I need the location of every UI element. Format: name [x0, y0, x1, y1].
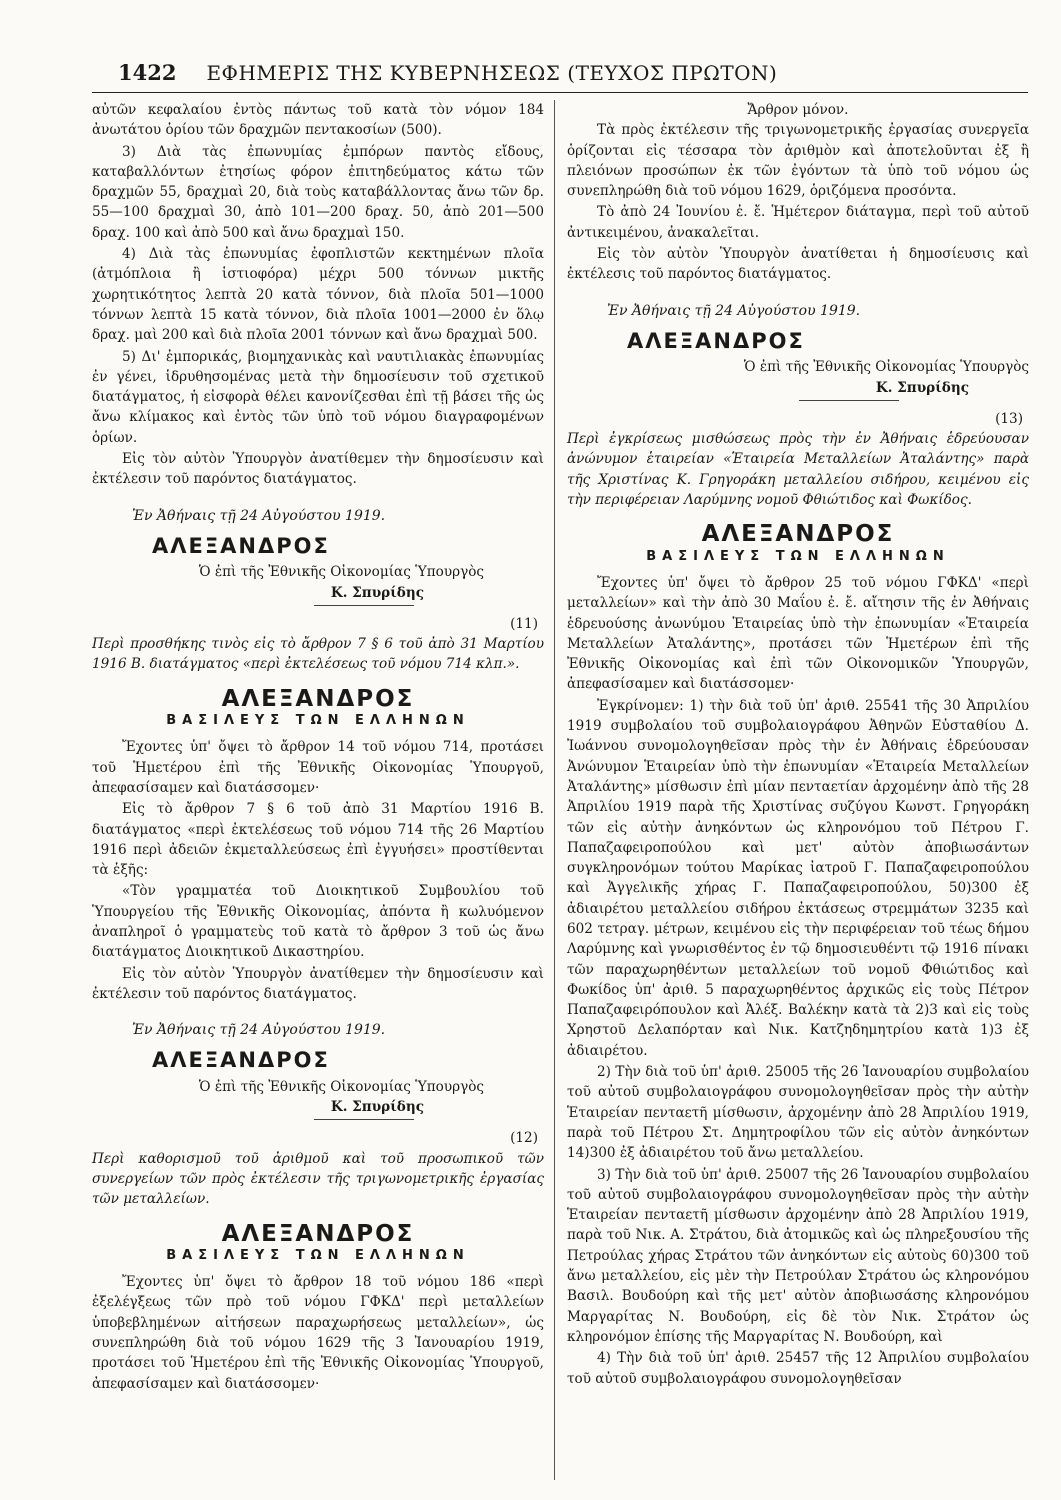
minister-title: Ὁ ἐπὶ τῆς Ἐθνικῆς Οἰκονομίας Ὑπουργὸς — [198, 1078, 484, 1095]
paragraph: Ἔχοντες ὑπ' ὄψει τὸ ἄρθρον 14 τοῦ νόμου 714, προτάσει τοῦ Ἡμετέρου ἐπὶ τῆς Ἐθνικῆς Οἰκονομίας Ὑπουργοῦ, ἀπεφασίσαμεν καὶ διατάσσομεν· — [92, 739, 544, 796]
column-divider — [554, 100, 555, 1480]
decree-number: (11) — [510, 615, 538, 632]
right-column — [567, 100, 1029, 1390]
paragraph: 3) Διὰ τὰς ἐπωνυμίας ἐμπόρων παντὸς εἴδους, καταβαλλόντων ἐτησίως φόρον ἐπιτηδεύματος κάτω τῶν δραχμῶν 55, δραχμαὶ 20, διὰ τοὺς καταβάλλοντας ἄνω τῶν δρ. 55—100 δραχμαὶ 30, ἀπὸ 101—200 δραχ. 50, ἀπὸ 201—500 δραχ. 100 καὶ ἀπὸ 500 καὶ ἄνω δραχμαὶ 150. — [92, 143, 544, 241]
signature-king: ΑΛΕΞΑΝΔΡΟΣ — [627, 328, 805, 353]
paragraph: Τὸ ἀπὸ 24 Ἰουνίου ἐ. ἔ. Ἡμέτερον διάταγμα, περὶ τοῦ αὐτοῦ ἀντικειμένου, ἀνακαλεῖται. — [567, 204, 1029, 241]
decree-date: Ἐν Ἀθήναις τῇ 24 Αὐγούστου 1919. — [607, 302, 861, 319]
flourish-divider — [314, 605, 414, 606]
king-name: ΑΛΕΞΑΝΔΡΟΣ — [221, 685, 415, 712]
left-column — [92, 100, 544, 1395]
gazette-title: ΕΦΗΜΕΡΙΣ ΤΗΣ ΚΥΒΕΡΝΗΣΕΩΣ (ΤΕΥΧΟΣ ΠΡΩΤΟΝ) — [206, 61, 778, 85]
paragraph: 4) Τὴν διὰ τοῦ ὑπ' ἀριθ. 25457 τῆς 12 Ἀπριλίου συμβολαίου τοῦ αὐτοῦ συμβολαιογράφου συνομολογηθεῖσαν — [567, 1350, 1029, 1387]
paragraph: Ἔχοντες ὑπ' ὄψει τὸ ἄρθρον 18 τοῦ νόμου 186 «περὶ ἐξελέγξεως τῶν πρὸ τοῦ νόμου ΓΦΚΔ' περὶ μεταλλείων ὑποβεβλημένων αἰτήσεων παραχωρήσεως μεταλλείων», ὡς συνεπληρώθη διὰ τοῦ νόμου 1629 τῆς 3 Ἰανουαρίου 1919, προτάσει τοῦ Ἡμετέρου ἐπὶ τῆς Ἐθνικῆς Οἰκονομίας Ὑπουργοῦ, ἀπεφασίσαμεν καὶ διατάσσομεν· — [92, 1274, 544, 1392]
paragraph: Εἰς τὸν αὐτὸν Ὑπουργὸν ἀνατίθεται ἡ δημοσίευσις καὶ ἐκτέλεσις τοῦ παρόντος διατάγματος. — [567, 246, 1029, 283]
flourish-divider — [799, 400, 899, 401]
minister-name: Κ. Σπυρίδης — [330, 1099, 424, 1116]
minister-title: Ὁ ἐπὶ τῆς Ἐθνικῆς Οἰκονομίας Ὑπουργὸς — [198, 564, 484, 581]
decree-subject: Περὶ προσθήκης τινὸς εἰς τὸ ἄρθρον 7 § 6 τοῦ ἀπὸ 31 Μαρτίου 1916 Β. διατάγματος «περὶ ἐκτελέσεως τοῦ νόμου 714 κλπ.». — [92, 636, 544, 673]
paragraph: Εἰς τὸν αὐτὸν Ὑπουργὸν ἀνατίθεμεν τὴν δημοσίευσιν καὶ ἐκτέλεσιν τοῦ παρόντος διατάγματος. — [92, 451, 544, 488]
paragraph: 2) Τὴν διὰ τοῦ ὑπ' ἀριθ. 25005 τῆς 26 Ἰανουαρίου συμβολαίου τοῦ αὐτοῦ συμβολαιογράφου συνομολογηθεῖσαν πρὸς τὴν αὐτὴν Ἑταιρείαν πενταετῆ μίσθωσιν, ἀρχομένην ἀπὸ 28 Ἀπριλίου 1919, παρὰ τοῦ Πέτρου Στ. Δημητροφίλου τῶν εἰς αὐτὸν ἀνηκόντων 14)300 ἐξ ἀδιαιρέτου τοῦ ἄνω μεταλλείου. — [567, 1064, 1029, 1162]
paragraph: αὐτῶν κεφαλαίου ἐντὸς πάντως τοῦ κατὰ τὸν νόμον 184 ἀνωτάτου ὁρίου τῶν δραχμῶν πεντακοσίων (500). — [92, 102, 544, 139]
page-header — [118, 60, 1018, 88]
minister-name: Κ. Σπυρίδης — [875, 379, 969, 396]
decree-subject: Περὶ καθορισμοῦ τοῦ ἀριθμοῦ καὶ τοῦ προσωπικοῦ τῶν συνεργείων τῶν πρὸς ἐκτέλεσιν τῆς τριγωνομετρικῆς ἐργασίας τῶν μεταλλείων. — [92, 1150, 544, 1208]
king-name: ΑΛΕΞΑΝΔΡΟΣ — [221, 1220, 415, 1247]
page-number: 1422 — [118, 60, 177, 85]
king-title: ΒΑΣΙΛΕΥΣ ΤΩΝ ΕΛΛΗΝΩΝ — [646, 548, 950, 564]
paragraph: «Τὸν γραμματέα τοῦ Διοικητικοῦ Συμβουλίου τοῦ Ὑπουργείου τῆς Ἐθνικῆς Οἰκονομίας, ἀπόντα ἢ κωλυόμενον ἀναπληροῖ ὁ γραμματεὺς τοῦ κατὰ τὸ ἄρθρον 3 τοῦ ὡς ἄνω διατάγματος Διοικητικοῦ Δικαστηρίου. — [92, 883, 544, 961]
paragraph: Ἔχοντες ὑπ' ὄψει τὸ ἄρθρον 25 τοῦ νόμου ΓΦΚΔ' «περὶ μεταλλείων» καὶ τὴν ἀπὸ 30 Μαΐου ἐ. ἔ. αἴτησιν τῆς ἐν Ἀθήναις ἑδρευούσης ἀνωνύμου Ἑταιρείας ὑπὸ τὴν ἐπωνυμίαν «Ἑταιρεία Μεταλλείων Ἀταλάντης», προτάσει τῶν Ἡμετέρων ἐπὶ τῆς Ἐθνικῆς Οἰκονομίας καὶ ἐπὶ τῶν Οἰκονομικῶν Ὑπουργῶν, ἀπεφασίσαμεν καὶ διατάσσομεν· — [567, 574, 1029, 693]
paragraph: 3) Τὴν διὰ τοῦ ὑπ' ἀριθ. 25007 τῆς 26 Ἰανουαρίου συμβολαίου τοῦ αὐτοῦ συμβολαιογράφου συνομολογηθεῖσαν πρὸς τὴν αὐτὴν Ἑταιρείαν πενταετῆ μίσθωσιν ἀρχομένην ἀπὸ 28 Ἀπριλίου 1919, παρὰ τοῦ Νικ. Α. Στράτου, διὰ ἀτομικῶς καὶ ὡς πληρεξουσίου τῆς Πετρούλας χήρας Στράτου τῶν ἀνηκόντων εἰς αὐτοὺς 60)300 τοῦ ἄνω μεταλλείου, εἰς μὲν τὴν Πετρούλαν Στράτου ὡς κληρονόμου Βασιλ. Βουδούρη καὶ τῆς μετ' αὐτὸν ἀποβιωσάσης κληρονόμου Μαργαρίτας Ν. Βουδούρη, εἰς δὲ τὸν Νικ. Στράτον ὡς κληρονόμον ἐπίσης τῆς Μαργαρίτας Ν. Βουδούρη, καὶ — [567, 1166, 1029, 1345]
minister-name: Κ. Σπυρίδης — [330, 584, 424, 601]
decree-number: (12) — [510, 1130, 538, 1147]
king-title: ΒΑΣΙΛΕΥΣ ΤΩΝ ΕΛΛΗΝΩΝ — [166, 1247, 470, 1263]
paragraph: Τὰ πρὸς ἐκτέλεσιν τῆς τριγωνομετρικῆς ἐργασίας συνεργεῖα ὁρίζονται εἰς τέσσαρα τὸν ἀριθμὸν καὶ ἀποτελοῦνται ἐξ ἢ πλειόνων προσώπων ἐκ τῶν ἐγόντων τὰ ὑπὸ τοῦ νόμου ὡς συνεπληρώθη διὰ τοῦ νόμου 1629, ὁριζόμενα προσόντα. — [567, 122, 1029, 200]
king-name: ΑΛΕΞΑΝΔΡΟΣ — [701, 521, 895, 548]
paragraph: Εἰς τὸν αὐτὸν Ὑπουργὸν ἀνατίθεμεν τὴν δημοσίευσιν καὶ ἐκτέλεσιν τοῦ παρόντος διατάγματος. — [92, 965, 544, 1002]
flourish-divider — [314, 1119, 414, 1120]
minister-title: Ὁ ἐπὶ τῆς Ἐθνικῆς Οἰκονομίας Ὑπουργὸς — [743, 359, 1029, 376]
signature-king: ΑΛΕΞΑΝΔΡΟΣ — [152, 533, 330, 558]
decree-date: Ἐν Ἀθήναις τῇ 24 Αὐγούστου 1919. — [132, 507, 386, 524]
article-heading: Ἄρθρον μόνον. — [747, 102, 849, 118]
decree-date: Ἐν Ἀθήναις τῇ 24 Αὐγούστου 1919. — [132, 1022, 386, 1039]
paragraph: 5) Δι' ἐμπορικάς, βιομηχανικὰς καὶ ναυτιλιακὰς ἐπωνυμίας ἐν γένει, ἱδρυθησομένας μετὰ τὴν δημοσίευσιν τοῦ σχετικοῦ διατάγματος, ἡ εἰσφορὰ θέλει κανονίζεσθαι ἐπὶ τῇ βάσει τῆς ὡς ἄνω κλίμακος καὶ ἐντὸς τῶν ὑπὸ τοῦ νόμου διαγραφομένων ὁρίων. — [92, 348, 544, 446]
signature-king: ΑΛΕΞΑΝΔΡΟΣ — [152, 1048, 330, 1073]
king-title: ΒΑΣΙΛΕΥΣ ΤΩΝ ΕΛΛΗΝΩΝ — [166, 713, 470, 729]
paragraph: 4) Διὰ τὰς ἐπωνυμίας ἐφοπλιστῶν κεκτημένων πλοῖα (ἀτμόπλοια ἢ ἱστιοφόρα) μέχρι 500 τόννων μικτῆς χωρητικότητος λεπτὰ 20 κατὰ τόννον, διὰ πλοῖα 501—1000 τόννων λεπτὰ 15 κατὰ τόννον, διὰ πλοῖα 1001—2000 ἐν ὅλῳ δραχ. μαὶ 200 καὶ διὰ πλοῖα 2001 τόννων καὶ ἄνω δραχμαὶ 500. — [92, 246, 544, 344]
decree-number: (13) — [995, 410, 1023, 427]
header-rule — [92, 92, 1028, 93]
decree-subject: Περὶ ἐγκρίσεως μισθώσεως πρὸς τὴν ἐν Ἀθήναις ἑδρεύουσαν ἀνώνυμον ἑταιρείαν «Ἑταιρεία Μεταλλείων Ἀταλάντης» παρὰ τῆς Χριστίνας Κ. Γρηγοράκη μεταλλείου σιδήρου, κειμένου εἰς τὴν περιφέρειαν Λαρύμνης νομοῦ Φθιώτιδος καὶ Φωκίδος. — [567, 431, 1029, 509]
paragraph: Εἰς τὸ ἄρθρον 7 § 6 τοῦ ἀπὸ 31 Μαρτίου 1916 Β. διατάγματος «περὶ ἐκτελέσεως τοῦ νόμου 714 τῆς 26 Μαρτίου 1916 περὶ ἀδειῶν ἐκμεταλλεύσεως ἐπὶ ἐγγυήσει» προστίθενται τὰ ἑξῆς: — [92, 801, 544, 879]
paragraph: Ἐγκρίνομεν: 1) τὴν διὰ τοῦ ὑπ' ἀριθ. 25541 τῆς 30 Ἀπριλίου 1919 συμβολαίου τοῦ συμβολαιογράφου Ἀθηνῶν Εὐσταθίου Δ. Ἰωάννου συνομολογηθεῖσαν πρὸς τὴν ἐν Ἀθήναις ἑδρεύουσαν Ἀνώνυμον Ἑταιρείαν ὑπὸ τὴν ἐπωνυμίαν «Ἑταιρεία Μεταλλείων Ἀταλάντης» μίσθωσιν ἐπὶ μίαν πενταετίαν ἀρχομένην ἀπὸ τῆς 28 Ἀπριλίου 1919 παρὰ τῆς Χριστίνας συζύγου Κωνστ. Γρηγοράκη τῶν εἰς αὐτὴν ἀνηκόντων ὡς κληρονόμου τοῦ Πέτρου Γ. Παπαζαφειροπούλου καὶ μετ' αὐτὸν ἀποβιωσάντων συγκληρονόμων τούτου Μαρίκας ἰατροῦ Γ. Παπαζαφειροπούλου καὶ Ἀγγελικῆς χήρας Γ. Παπαζαφειροπούλου, 50)300 ἐξ ἀδιαιρέτου μεταλλείου σιδήρου ἐκτάσεως στρεμμάτων 3235 καὶ 602 τετραγ. μέτρων, κειμένου εἰς τὴν περιφέρειαν τοῦ τέως δήμου Λαρύμνης καὶ γνωρισθέντος ἐν τῷ δημοσιευθέντι τῷ 1916 πίνακι τῶν παραχωρηθέντων μεταλλείων τοῦ νομοῦ Φθιώτιδος καὶ Φωκίδος ὑπ' ἀριθ. 5 παραχωρηθέντος ἀρχικῶς εἰς τοὺς Πέτρον Παπαζαφειρόπουλον καὶ Ἀλέξ. Βαλέκην κατὰ τὰ 2)3 καὶ εἰς τοὺς Χρηστοῦ Δελαπόρταν καὶ Νικ. Κατζηδημητρίου κατὰ 1)3 ἐξ ἀδιαιρέτου. — [567, 697, 1029, 1059]
